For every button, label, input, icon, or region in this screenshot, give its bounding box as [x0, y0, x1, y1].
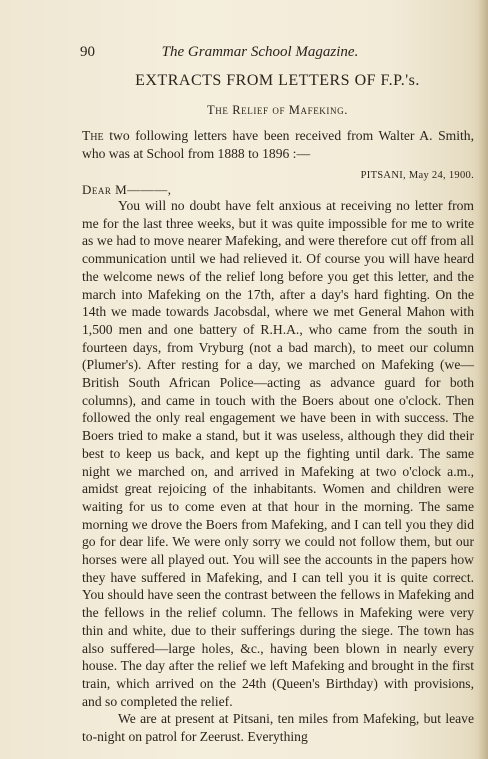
letter-dateline: PITSANI, May 24, 1900.: [360, 170, 474, 181]
intro-lead-word: The: [82, 128, 104, 143]
intro-paragraph: [82, 127, 474, 163]
letter-salutation: Dear M———,: [82, 182, 172, 197]
page-number: 90: [80, 44, 95, 60]
page-gutter-shadow: [478, 0, 488, 759]
running-header: [80, 44, 440, 64]
letter-paragraph: We are at present at Pitsani, ten miles from Mafeking, but leave to-night on patrol for Zeerust. Everything: [82, 711, 474, 745]
magazine-title: The Grammar School Magazine.: [161, 44, 359, 60]
intro-text: two following letters have been received from Walter A. Smith, who was at School from 1888 to 1896 :—: [82, 128, 474, 161]
letter-body: [82, 197, 474, 746]
article-subtitle: The Relief of Mafeking.: [207, 103, 348, 117]
article-title: EXTRACTS FROM LETTERS OF F.P.'s.: [135, 72, 420, 89]
letter-paragraph: You will no doubt have felt anxious at receiving no letter from me for the last three weeks, but it was quite impossible for me to write as we had to move nearer Mafeking, and were therefore cut off from all communication until we had relieved it. Of course you will have heard the welcome news of the relief long before you get this letter, and the march into Mafeking on the 17th, after a day's hard fighting. On the 14th we made towards Jacobsdal, where we met General Mahon with 1,500 men and one battery of R.H.A., who came from the south in fourteen days, from Vryburg (not a bad march), to meet our column (Plumer's). After resting for a day, we marched on Mafeking (we—British South African Police—acting as advance guard for both columns), and came in touch with the Boers about one o'clock. Then followed the only real engagement we have been in with success. The Boers tried to make a stand, but it was useless, although they did their best to keep us back, and kept up the fighting until dark. The same night we marched on, and arrived in Mafeking at two o'clock a.m., amidst great rejoicing of the inhabitants. Women and children were waiting for us to come even at that hour in the morning. The same morning we drove the Boers from Mafeking, and I can tell you they did go for dear life. We were only sorry we could not follow them, but our horses were all played out. You will see the accounts in the papers how they have suffered in Mafeking, and I can tell you it is quite correct. You should have seen the contrast between the fellows in Mafeking and the fellows in the relief column. The fellows in Mafeking were very thin and white, due to their sufferings during the siege. The town has also suffered—large holes, &c., having been blown in nearly every house. The day after the relief we left Mafeking and brought in the first train, which arrived on the 24th (Queen's Birthday) with provisions, and so completed the relief.: [82, 198, 474, 709]
